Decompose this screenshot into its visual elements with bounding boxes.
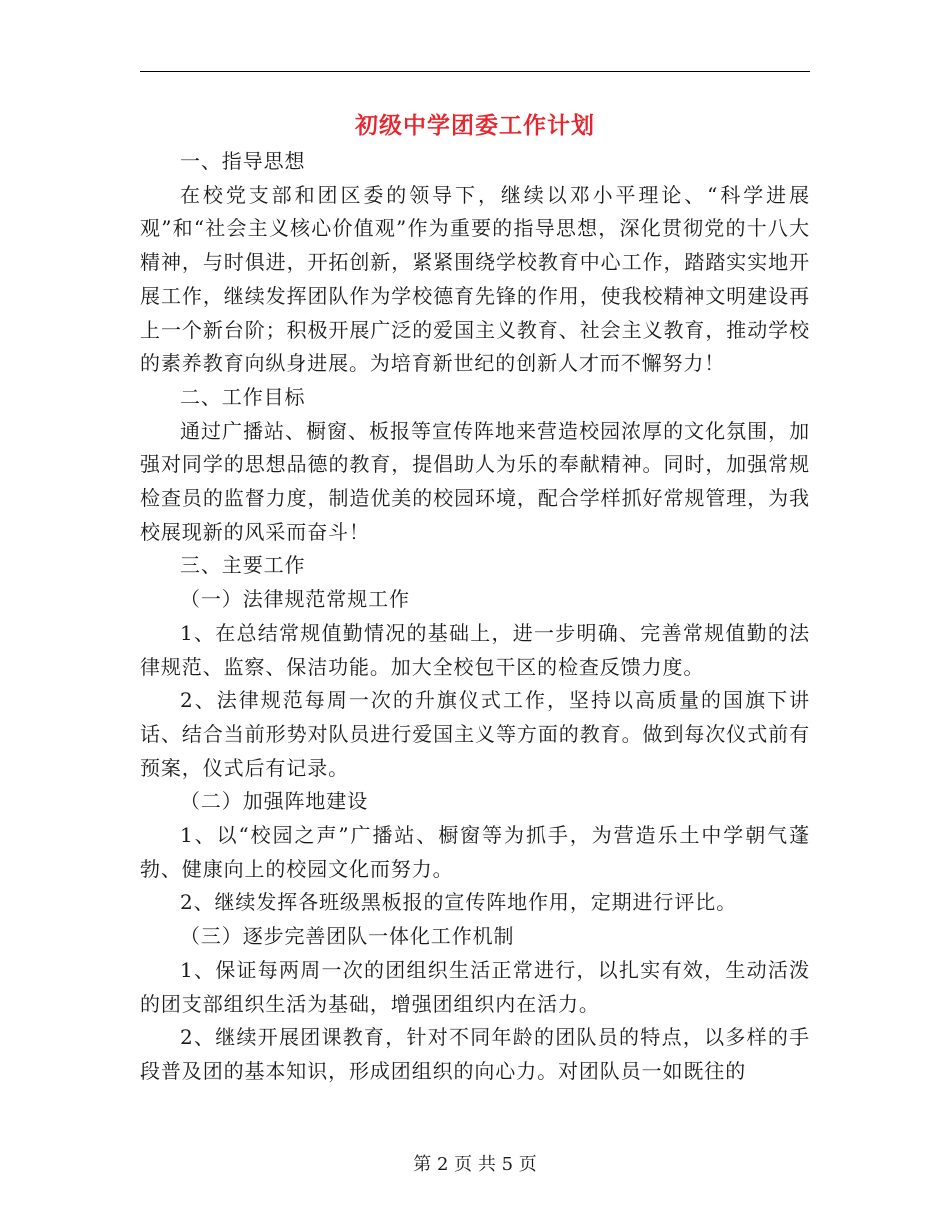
subheading-integration: （三）逐步完善团队一体化工作机制	[180, 924, 515, 949]
paragraph-integration-2: 2、继续开展团课教育，针对不同年龄的团队员的特点，以多样的手段普及团的基本知识，形成团组织的向心力。对团队员一如既往的	[140, 1025, 810, 1083]
header-rule	[140, 71, 810, 72]
paragraph-regulation-1: 1、在总结常规值勤情况的基础上，进一步明确、完善常规值勤的法律规范、监察、保洁功能。加大全校包干区的检查反馈力度。	[140, 620, 810, 679]
paragraph-guiding-ideology: 在校党支部和团区委的领导下，继续以邓小平理论、“科学进展观”和“社会主义核心价值观”作为重要的指导思想，深化贯彻党的十八大精神，与时俱进，开拓创新，紧紧围绕学校教育中心工作，踏踏实实地开展工作，继续发挥团队作为学校德育先锋的作用，使我校精神文明建设再上一个新台阶；积极开展广泛的爱国主义教育、社会主义教育，推动学校的素养教育向纵身进展。为培育新世纪的创新人才而不懈努力！	[140, 182, 810, 376]
page-number: 第 2 页 共 5 页	[413, 1154, 537, 1175]
paragraph-work-goals: 通过广播站、橱窗、板报等宣传阵地来营造校园浓厚的文化氛围，加强对同学的思想品德的教育，提倡助人为乐的奉献精神。同时，加强常规检查员的监督力度，制造优美的校园环境，配合学样抓好常规管理，为我校展现新的风采而奋斗！	[140, 418, 810, 544]
paragraph-integration-1: 1、保证每两周一次的团组织生活正常进行，以扎实有效，生动活泼的团支部组织生活为基础，增强团组织内在活力。	[140, 957, 810, 1016]
heading-work-goals: 二、工作目标	[180, 384, 306, 409]
paragraph-position-1: 1、以“校园之声”广播站、橱窗等为抓手，为营造乐土中学朝气蓬勃、健康向上的校园文化而努力。	[140, 823, 810, 881]
subheading-regulation: （一）法律规范常规工作	[180, 587, 410, 612]
heading-main-work: 三、主要工作	[180, 553, 306, 578]
heading-guiding-ideology: 一、指导思想	[180, 149, 306, 173]
paragraph-position-2: 2、继续发挥各班级黑板报的宣传阵地作用，定期进行评比。	[180, 890, 738, 915]
subheading-position-building: （二）加强阵地建设	[180, 789, 369, 814]
document-title: 初级中学团委工作计划	[355, 112, 595, 139]
paragraph-regulation-2: 2、法律规范每周一次的升旗仪式工作，坚持以高质量的国旗下讲话、结合当前形势对队员进行爱国主义等方面的教育。做到每次仪式前有预案，仪式后有记录。	[140, 688, 810, 780]
document-body	[140, 145, 810, 1089]
